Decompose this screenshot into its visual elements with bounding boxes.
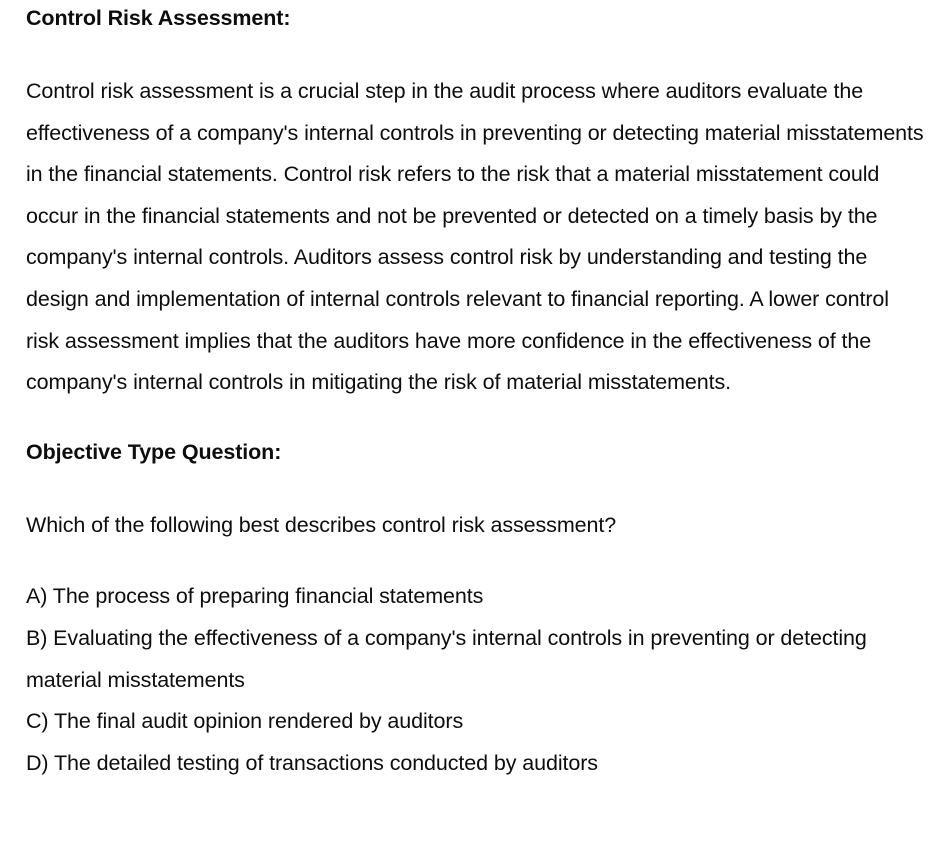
option-d: D) The detailed testing of transactions conducted by auditors (26, 750, 598, 775)
control-risk-paragraph: Control risk assessment is a crucial step in the audit process where auditors evaluate the effectiveness of a company's internal controls in preventing or detecting material misstatements in the financial statements. Control risk refers to the risk that a material misstatement could occur in the financial statements and not be prevented or detected on a timely basis by the company's internal controls. Auditors assess control risk by understanding and testing the design and implementation of internal controls relevant to financial reporting. A lower control risk assessment implies that the auditors have more confidence in the effectiveness of the company's internal controls in mitigating the risk of material misstatements. (26, 79, 924, 395)
option-b: B) Evaluating the effectiveness of a company's internal controls in preventing or detecting material misstatements (26, 625, 867, 692)
option-a: A) The process of preparing financial statements (26, 584, 484, 609)
document-body (26, 0, 926, 784)
section-heading-control-risk: Control Risk Assessment: (26, 6, 291, 30)
question-text: Which of the following best describes control risk assessment? (26, 512, 617, 537)
section-heading-objective-question: Objective Type Question: (26, 439, 282, 464)
option-c: C) The final audit opinion rendered by auditors (26, 709, 464, 734)
answer-options (26, 576, 926, 784)
